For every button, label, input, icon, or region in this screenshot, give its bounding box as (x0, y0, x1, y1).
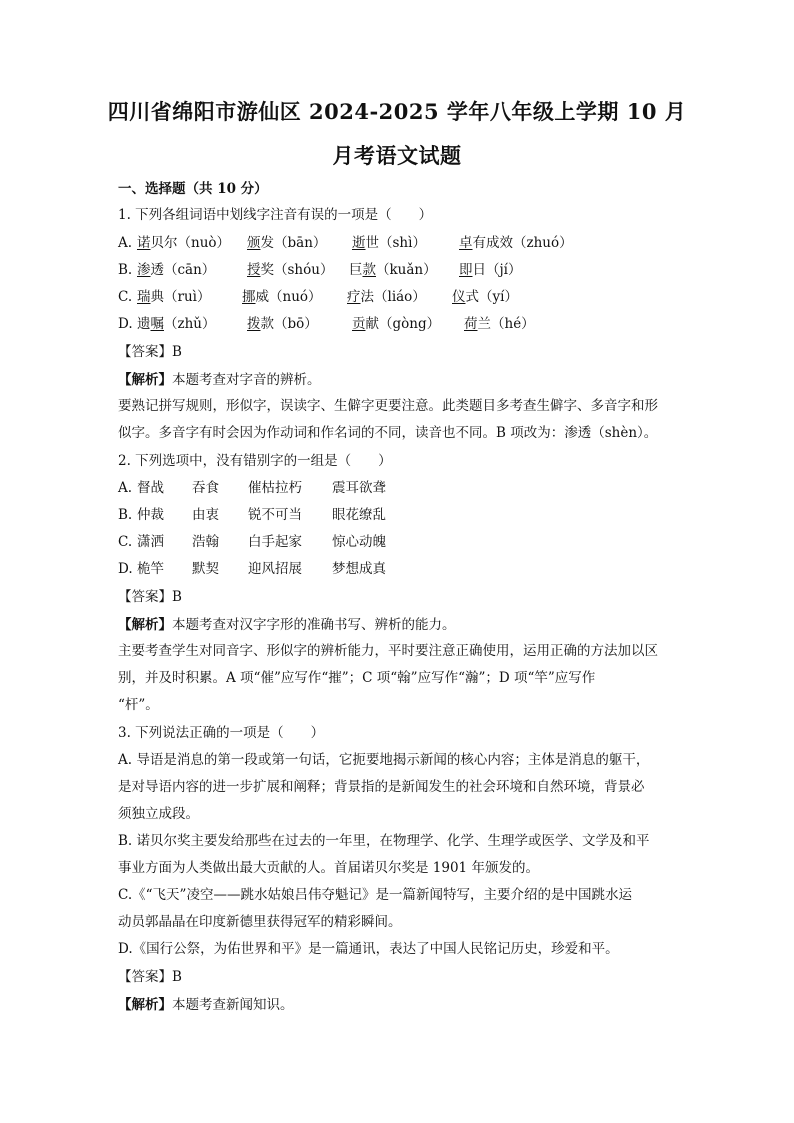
option-word: 逝世（shì） (352, 235, 426, 251)
q3-option-c-line: C.《“飞天”凌空——跳水姑娘吕伟夺魁记》是一篇新闻特写，主要介绍的是中国跳水运 (118, 887, 632, 903)
q2-analysis: 【解析】本题考查对汉字字形的准确书写、辨析的能力。 (118, 617, 456, 633)
q1-explanation-line: 似字。多音字有时会因为作动词和作名词的不同，读音也不同。B 项改为：渗透（shèn）。 (118, 425, 658, 441)
q3-option-a-line: 是对导语内容的进一步扩展和阐释；背景指的是新闻发生的社会环境和自然环境，背景必 (118, 779, 645, 795)
option-label: A. (118, 235, 133, 251)
option-label: C. (118, 534, 133, 550)
option-label: A. (118, 480, 133, 496)
option-word: 拨款（bō） (247, 316, 318, 332)
q1-explanation-line: 要熟记拼写规则，形似字，误读字、生僻字更要注意。此类题目多考查生僻字、多音字和形 (118, 398, 658, 414)
option-word: 惊心动魄 (332, 534, 386, 550)
option-word: 锐不可当 (248, 507, 302, 523)
q2-answer: 【答案】B (118, 589, 182, 605)
option-word: 渗透（cān） (137, 262, 216, 278)
q1-option-c (0, 288, 794, 306)
q2-explanation-line: 别，并及时积累。A 项“催”应写作“摧”；C 项“翰”应写作“瀚”；D 项“竿”应写作 (118, 670, 596, 686)
option-word: 遗嘱（zhǔ） (137, 316, 216, 332)
question-2-stem: 2. 下列选项中，没有错别字的一组是（ ） (118, 453, 392, 469)
option-word: 梦想成真 (332, 561, 386, 577)
option-word: 吞食 (192, 480, 219, 496)
document-title-line1: 四川省绵阳市游仙区 2024-2025 学年八年级上学期 10 月 (107, 99, 687, 124)
option-word: 催枯拉朽 (248, 480, 302, 496)
option-label: D. (118, 561, 133, 577)
option-word: 仪式（yí） (452, 289, 518, 305)
section-heading: 一、选择题（共 10 分） (118, 181, 268, 197)
option-word: 挪威（nuó） (242, 289, 322, 305)
option-label: B. (118, 262, 133, 278)
option-word: 由衷 (192, 507, 219, 523)
q1-option-d (0, 315, 794, 333)
option-word: 桅竿 (137, 561, 164, 577)
q1-answer: 【答案】B (118, 344, 182, 360)
option-word: 白手起家 (248, 534, 302, 550)
option-word: 默契 (192, 561, 219, 577)
q2-option-a (0, 479, 794, 497)
q2-option-d (0, 560, 794, 578)
option-word: 迎风招展 (248, 561, 302, 577)
option-label: C. (118, 289, 133, 305)
option-word: 仲裁 (137, 507, 164, 523)
option-word: 诺贝尔（nuò） (137, 235, 231, 251)
option-word: 巨款（kuǎn） (349, 262, 437, 278)
option-word: 浩翰 (192, 534, 219, 550)
q1-analysis: 【解析】本题考查对字音的辨析。 (118, 372, 321, 388)
q2-explanation-line: 主要考查学生对同音字、形似字的辨析能力，平时要注意正确使用，运用正确的方法加以区 (118, 643, 658, 659)
document-title-line2: 月考语文试题 (332, 143, 462, 168)
q3-option-b-line: B. 诺贝尔奖主要发给那些在过去的一年里，在物理学、化学、生理学或医学、文学及和平 (118, 833, 650, 849)
option-word: 督战 (137, 480, 164, 496)
q3-analysis: 【解析】本题考查新闻知识。 (118, 997, 294, 1013)
option-label: D. (118, 316, 133, 332)
q2-explanation-line: “杆”。 (118, 697, 159, 713)
question-1-stem: 1. 下列各组词语中划线字注音有误的一项是（ ） (118, 207, 433, 223)
q2-option-b (0, 506, 794, 524)
question-3-stem: 3. 下列说法正确的一项是（ ） (118, 725, 325, 741)
option-word: 震耳欲聋 (332, 480, 386, 496)
q3-option-c-line: 动员郭晶晶在印度新德里获得冠军的精彩瞬间。 (118, 914, 402, 930)
option-word: 瑞典（ruì） (137, 289, 211, 305)
q2-option-c (0, 533, 794, 551)
q3-answer: 【答案】B (118, 969, 182, 985)
option-label: B. (118, 507, 133, 523)
q3-option-a-line: 须独立成段。 (118, 806, 199, 822)
q1-option-b (0, 261, 794, 279)
option-word: 卓有成效（zhuó） (459, 235, 573, 251)
option-word: 贡献（gòng） (352, 316, 441, 332)
q3-option-d-line: D.《国行公祭，为佑世界和平》是一篇通讯，表达了中国人民铭记历史，珍爱和平。 (118, 941, 619, 957)
option-word: 授奖（shóu） (247, 262, 334, 278)
q3-option-a-line: A. 导语是消息的第一段或第一句话，它扼要地揭示新闻的核心内容；主体是消息的躯干， (118, 752, 650, 768)
option-word: 疗法（liáo） (347, 289, 426, 305)
q3-option-b-line: 事业方面为人类做出最大贡献的人。首届诺贝尔奖是 1901 年颁发的。 (118, 860, 539, 876)
option-word: 眼花缭乱 (332, 507, 386, 523)
option-word: 即日（jí） (459, 262, 522, 278)
q1-option-a (0, 234, 794, 252)
option-word: 颁发（bān） (247, 235, 327, 251)
option-word: 荷兰（hé） (464, 316, 535, 332)
option-word: 潇洒 (137, 534, 164, 550)
